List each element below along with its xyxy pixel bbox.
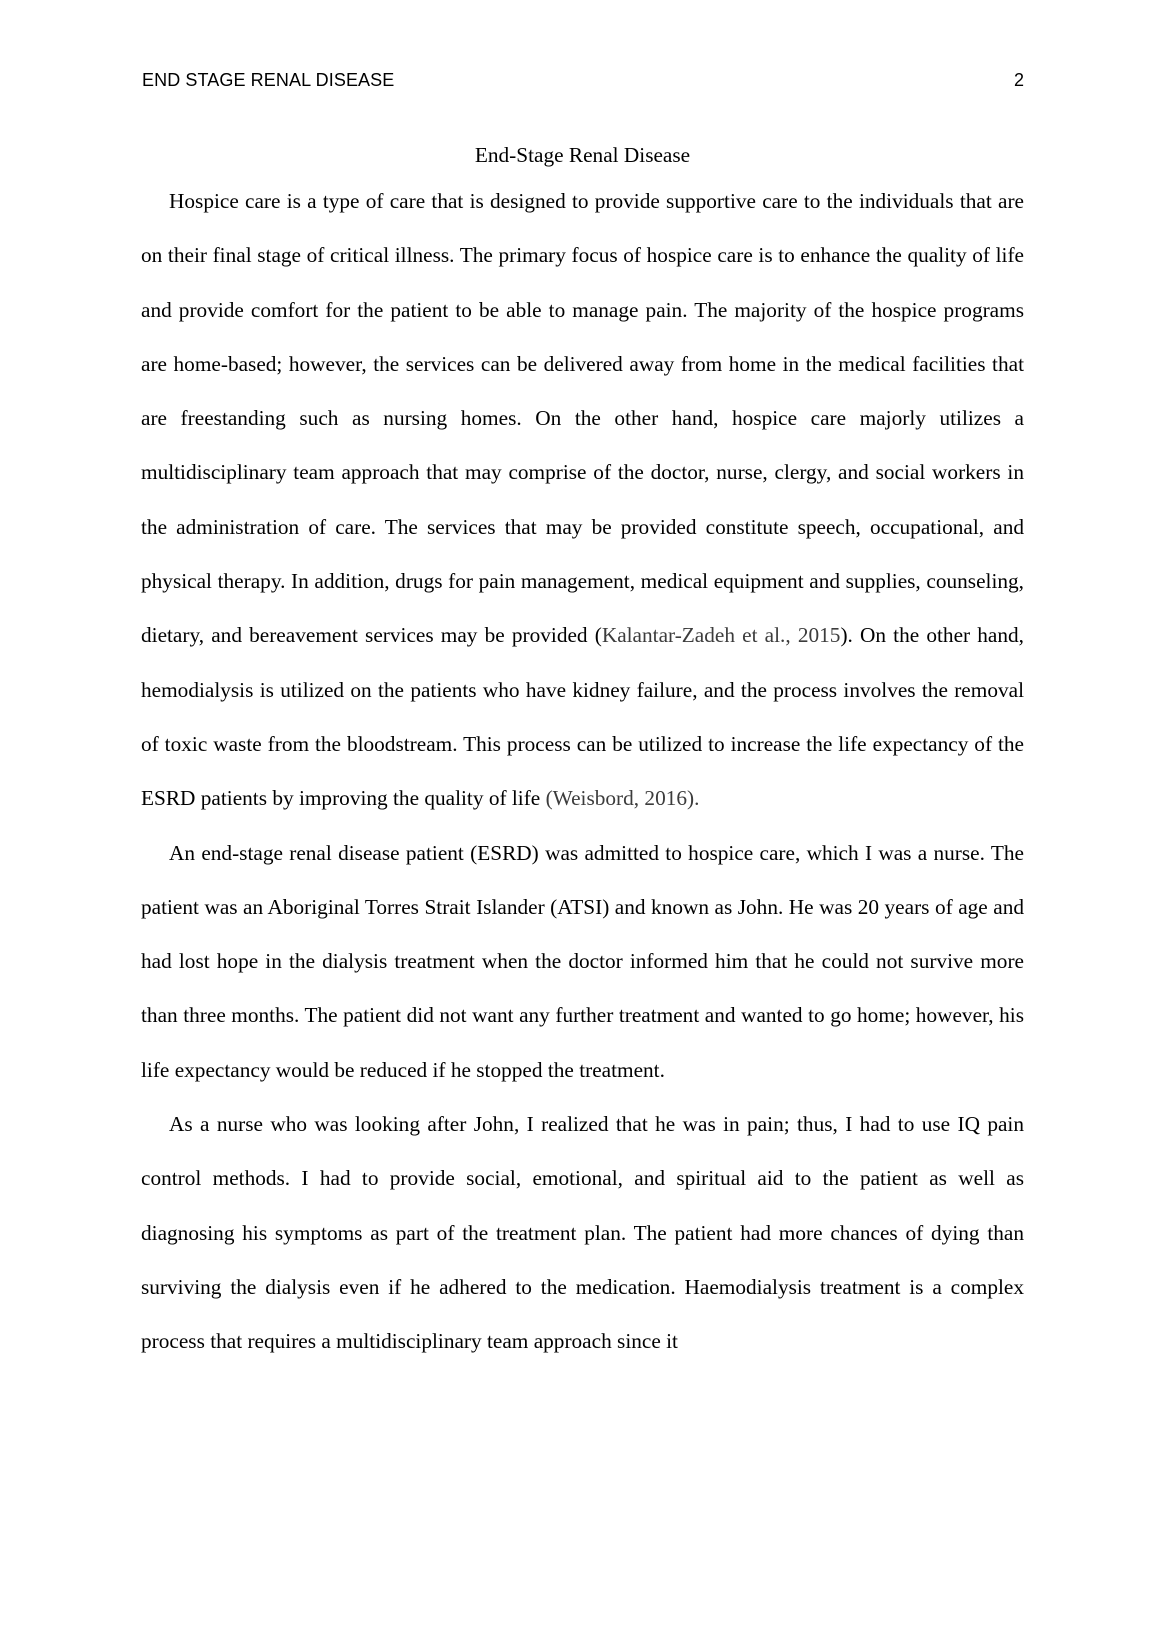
paragraph-text: ). On the other hand, hemodialysis is utilized on the patients who have kidney failure, and the process involves the removal of toxic waste from the bloodstream. This process can be utilized to increase the life expectancy of the ESRD patients by improving the quality of life [141, 623, 1024, 811]
page-number: 2 [1013, 70, 1024, 90]
running-head: END STAGE RENAL DISEASE [142, 70, 395, 90]
document-title: End-Stage Renal Disease [474, 143, 691, 167]
paragraph-hospice-care [141, 174, 1024, 826]
citation-weisbord: (Weisbord, 2016). [545, 786, 700, 811]
paragraph-text: Hospice care is a type of care that is designed to provide supportive care to the individuals that are on their final stage of critical illness. The primary focus of hospice care is to enhance the quality of life and provide comfort for the patient to be able to manage pain. The majority of the hospice programs are home-based; however, the services can be delivered away from home in the medical facilities that are freestanding such as nursing homes. On the other hand, hospice care majorly utilizes a multidisciplinary team approach that may comprise of the doctor, nurse, clergy, and social workers in the administration of care. The services that may be provided constitute speech, occupational, and physical therapy. In addition, drugs for pain management, medical equipment and supplies, counseling, dietary, and bereavement services may be provided ( [141, 189, 1024, 648]
document-body [141, 136, 1024, 1369]
paragraph-nurse-role: As a nurse who was looking after John, I realized that he was in pain; thus, I had to use IQ pain control methods. I had to provide social, emotional, and spiritual aid to the patient as well as diagnosing his symptoms as part of the treatment plan. The patient had more chances of dying than surviving the dialysis even if he adhered to the medication. Haemodialysis treatment is a complex process that requires a multidisciplinary team approach since it [141, 1112, 1024, 1354]
citation-kalantar-zadeh: Kalantar-Zadeh et al., 2015 [601, 623, 841, 648]
paragraph-patient-case: An end-stage renal disease patient (ESRD) was admitted to hospice care, which I was a nurse. The patient was an Aboriginal Torres Strait Islander (ATSI) and known as John. He was 20 years of age and had lost hope in the dialysis treatment when the doctor informed him that he could not survive more than three months. The patient did not want any further treatment and wanted to go home; however, his life expectancy would be reduced if he stopped the treatment. [141, 840, 1024, 1082]
